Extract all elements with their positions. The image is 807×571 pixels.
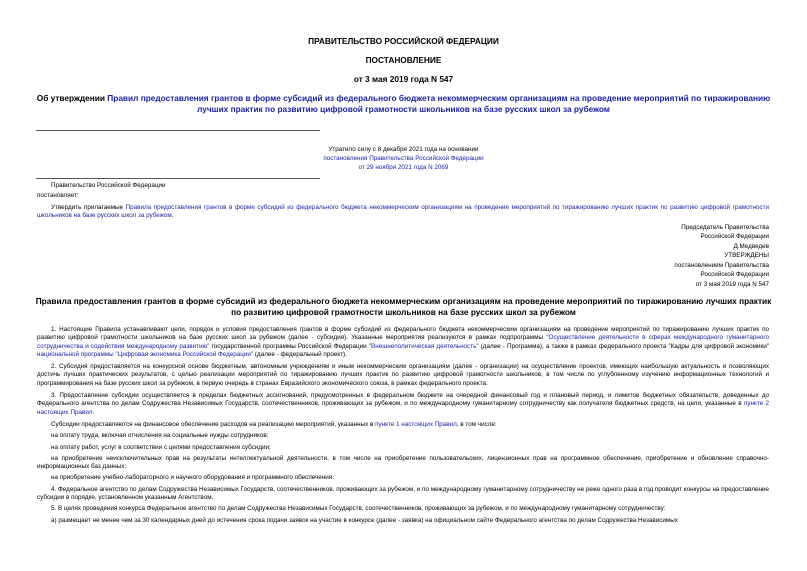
p3-clause-link[interactable]: пункте 2 настоящих Правил <box>37 400 769 416</box>
document-title <box>30 93 777 115</box>
rules-paragraph-4 <box>37 421 769 429</box>
p1-subprogram-link[interactable]: "Осуществление деятельности в сферах международного гуманитарного сотрудничества и содействия международному развитию" <box>37 334 769 350</box>
p1-text-d: (далее - федеральный проект). <box>253 350 347 358</box>
preamble-line-1: Правительство Российской Федерации <box>51 182 166 189</box>
p1-text-a: 1. Настоящие Правила устанавливают цели, порядок и условия предоставления грантов в форме субсидий из федерального бюджета некоммерческим организациям на проведение мероприятий по тиражированию лучших практик по развитию цифровой грамотности школьников на базе русских школ за рубежом (далее - субсидия). Указанные мероприятия реализуются в рамках подпрограммы <box>37 326 769 342</box>
title-prefix: Об утверждении <box>36 93 108 103</box>
signature-block <box>674 223 769 289</box>
p3-text-b: . <box>92 408 95 416</box>
approve-rules-link[interactable]: Правила предоставления грантов в форме субсидий из федерального бюджета некоммерческим организациям на проведение мероприятий по тиражированию лучших практик по развитию цифровой грамотности школьников на базе русских школ за рубежом <box>37 204 769 220</box>
rules-body <box>37 326 769 525</box>
rules-title: Правила предоставления грантов в форме субсидий из федерального бюджета некоммерческим организациям на проведение мероприятий по тиражированию лучших практик по развитию цифровой грамотности школьников на базе русских школ за рубежом <box>35 296 772 317</box>
date-number-heading: от 3 мая 2019 года N 547 <box>353 74 454 84</box>
title-rules-link[interactable]: Правил предоставления грантов в форме субсидий из федерального бюджета некоммерческим организациям на проведение мероприятий по тиражированию лучших практик по развитию цифровой грамотности школьников на базе русских школ за рубежом <box>107 93 771 114</box>
rules-paragraph-2: 2. Субсидия предоставляется на конкурсной основе бюджетным, автономным учреждениям и иным некоммерческим организациям (далее - организации) на осуществление проектов, имеющих наибольшую актуальность и позволяющих достичь лучших практических результатов, с целью реализации мероприятий по тиражированию лучших практик по развитию цифровой грамотности школьников, в том числе по углубленному изучению информационных технологий и программирования на базе русских школ за рубежом, в первую очередь в странах Евразийского экономического союза, в рамках федерального проекта. <box>37 363 769 387</box>
p4-text-a: Субсидии предоставляются на финансовое обеспечение расходов на реализацию мероприятий, указанных в <box>51 420 376 428</box>
p3-text-a: 3. Предоставление субсидии осуществляется в пределах бюджетных ассигнований, предусмотренных в федеральном бюджете на очередной финансовый год и плановый период, и лимитов бюджетных обязательств, доведенных до Федерального агентства по делам Содружества Независимых Государств, соотечественников, проживающих за рубежом, и по международному гуманитарному сотрудничеству как получателя бюджетных средств, на цели, указанные в <box>37 392 769 408</box>
p4-clause-link[interactable]: пункте 1 настоящих Правил <box>375 420 457 428</box>
approved-by: постановлением Правительства <box>674 261 769 269</box>
approved-date: от 3 мая 2019 года N 547 <box>695 280 769 288</box>
rules-paragraph-9: 4. Федеральное агентство по делам Содружества Независимых Государств, соотечественников, проживающих за рубежом, и по международному гуманитарному сотрудничеству не реже одного раза в год проводит конкурсы на предоставление субсидии в порядке, установленном указанным Агентством. <box>37 485 769 502</box>
divider-top <box>36 130 320 131</box>
p1-text-c: (далее - Программа), а также в рамках федерального проекта "Кадры для цифровой экономики" <box>478 342 769 350</box>
signature-name: Д.Медведев <box>733 242 769 250</box>
repeal-status-line: Утратило силу с 8 декабря 2021 года на основании <box>328 146 479 153</box>
rules-paragraph-3 <box>37 392 769 417</box>
rules-paragraph-11: а) размещает не менее чем за 30 календарных дней до истечения срока подачи заявок на участие в конкурсе (далее - заявка) на официальном сайте Федерального агентства по делам Содружества Независимых <box>51 516 678 524</box>
government-heading: ПРАВИТЕЛЬСТВО РОССИЙСКОЙ ФЕДЕРАЦИИ <box>308 36 499 46</box>
p1-national-program-link[interactable]: национальной программы "Цифровая экономика Российской Федерации" <box>37 350 254 358</box>
approved-country: Российской Федерации <box>700 271 769 279</box>
approve-prefix: Утвердить прилагаемые <box>51 204 126 211</box>
rules-paragraph-5: на оплату труда, включая отчисления на социальные нужды сотрудников; <box>51 432 269 440</box>
rules-paragraph-6: на оплату работ, услуг в соответствии с целями предоставления субсидии; <box>51 443 271 451</box>
approved-label: УТВЕРЖДЕНЫ <box>724 252 769 260</box>
p4-text-b: , в том числе: <box>456 420 497 428</box>
p1-text-b: государственной программы Российской Федерации <box>209 342 369 350</box>
divider-bottom <box>36 178 320 179</box>
rules-paragraph-7: на приобретение неисключительных прав на результаты интеллектуальной деятельности, в том числе на приобретение пользовательских, лицензионных прав на программное обеспечение, приобретение и обновление справочно-информационных баз данных; <box>37 454 769 471</box>
rules-paragraph-10: 5. В целях проведения конкурса Федеральное агентство по делам Содружества Независимых Государств, соотечественников, проживающих за рубежом, и по международному гуманитарному сотрудничеству: <box>51 505 666 513</box>
approve-paragraph <box>37 204 769 220</box>
signature-country: Российской Федерации <box>700 233 769 241</box>
preamble-line-2: постановляет: <box>37 192 79 199</box>
repeal-decree-link[interactable]: постановления Правительства Российской Федерации <box>323 155 484 163</box>
signature-position: Председатель Правительства <box>681 224 769 231</box>
repeal-status <box>0 145 807 172</box>
doc-type-heading: ПОСТАНОВЛЕНИЕ <box>365 55 442 65</box>
repeal-decree-date-link[interactable]: от 29 ноября 2021 года N 2069 <box>358 164 449 172</box>
p1-program-link[interactable]: "Внешнеполитическая деятельность" <box>368 342 479 350</box>
rules-paragraph-8: на приобретение учебно-лабораторного и научного оборудования и программного обеспечения. <box>51 474 334 482</box>
approve-suffix: . <box>171 212 174 220</box>
rules-paragraph-1 <box>37 326 769 359</box>
